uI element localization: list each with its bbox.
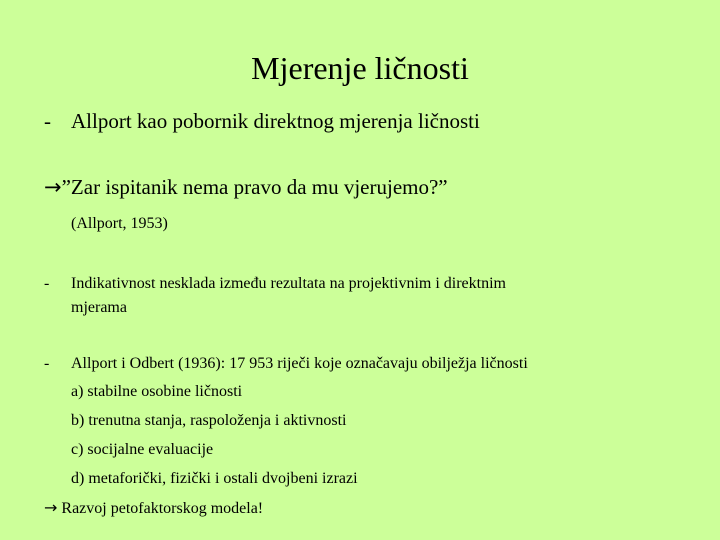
bullet-dash: -: [44, 275, 50, 292]
bullet-text-line1: Indikativnost nesklada između rezultata na projektivnim i direktnim: [71, 275, 506, 292]
slide-title: Mjerenje ličnosti: [251, 50, 469, 86]
bullet-allport-direct: [44, 107, 480, 135]
arrow-right-icon: →: [44, 498, 58, 517]
quote-line: [44, 173, 448, 201]
bullet-allport-odbert: [44, 352, 528, 376]
subitem-a: a) stabilne osobine ličnosti: [71, 383, 243, 400]
bullet-text: Allport kao pobornik direktnog mjerenja ličnosti: [71, 109, 480, 133]
bullet-text-line2: mjerama: [71, 299, 127, 316]
subitem-c: c) socijalne evaluacije: [71, 441, 214, 458]
bullet-indicative-discrepancy: [44, 272, 506, 316]
bullet-text-block: [71, 272, 506, 320]
quote-citation: (Allport, 1953): [71, 215, 168, 232]
subitem-d: d) metaforički, fizički i ostali dvojbeni izrazi: [71, 470, 358, 487]
bullet-dash: -: [44, 355, 50, 372]
bullet-text: Allport i Odbert (1936): 17 953 riječi koje označavaju obilježja ličnosti: [71, 355, 528, 372]
quote-text: ”Zar ispitanik nema pravo da mu vjerujemo?”: [61, 175, 448, 199]
conclusion-line: [44, 496, 263, 521]
subitem-b: b) trenutna stanja, raspoloženja i aktivnosti: [71, 412, 347, 429]
arrow-right-icon: →: [44, 175, 62, 199]
bullet-dash: -: [44, 109, 51, 133]
conclusion-text: Razvoj petofaktorskog modela!: [61, 500, 264, 517]
